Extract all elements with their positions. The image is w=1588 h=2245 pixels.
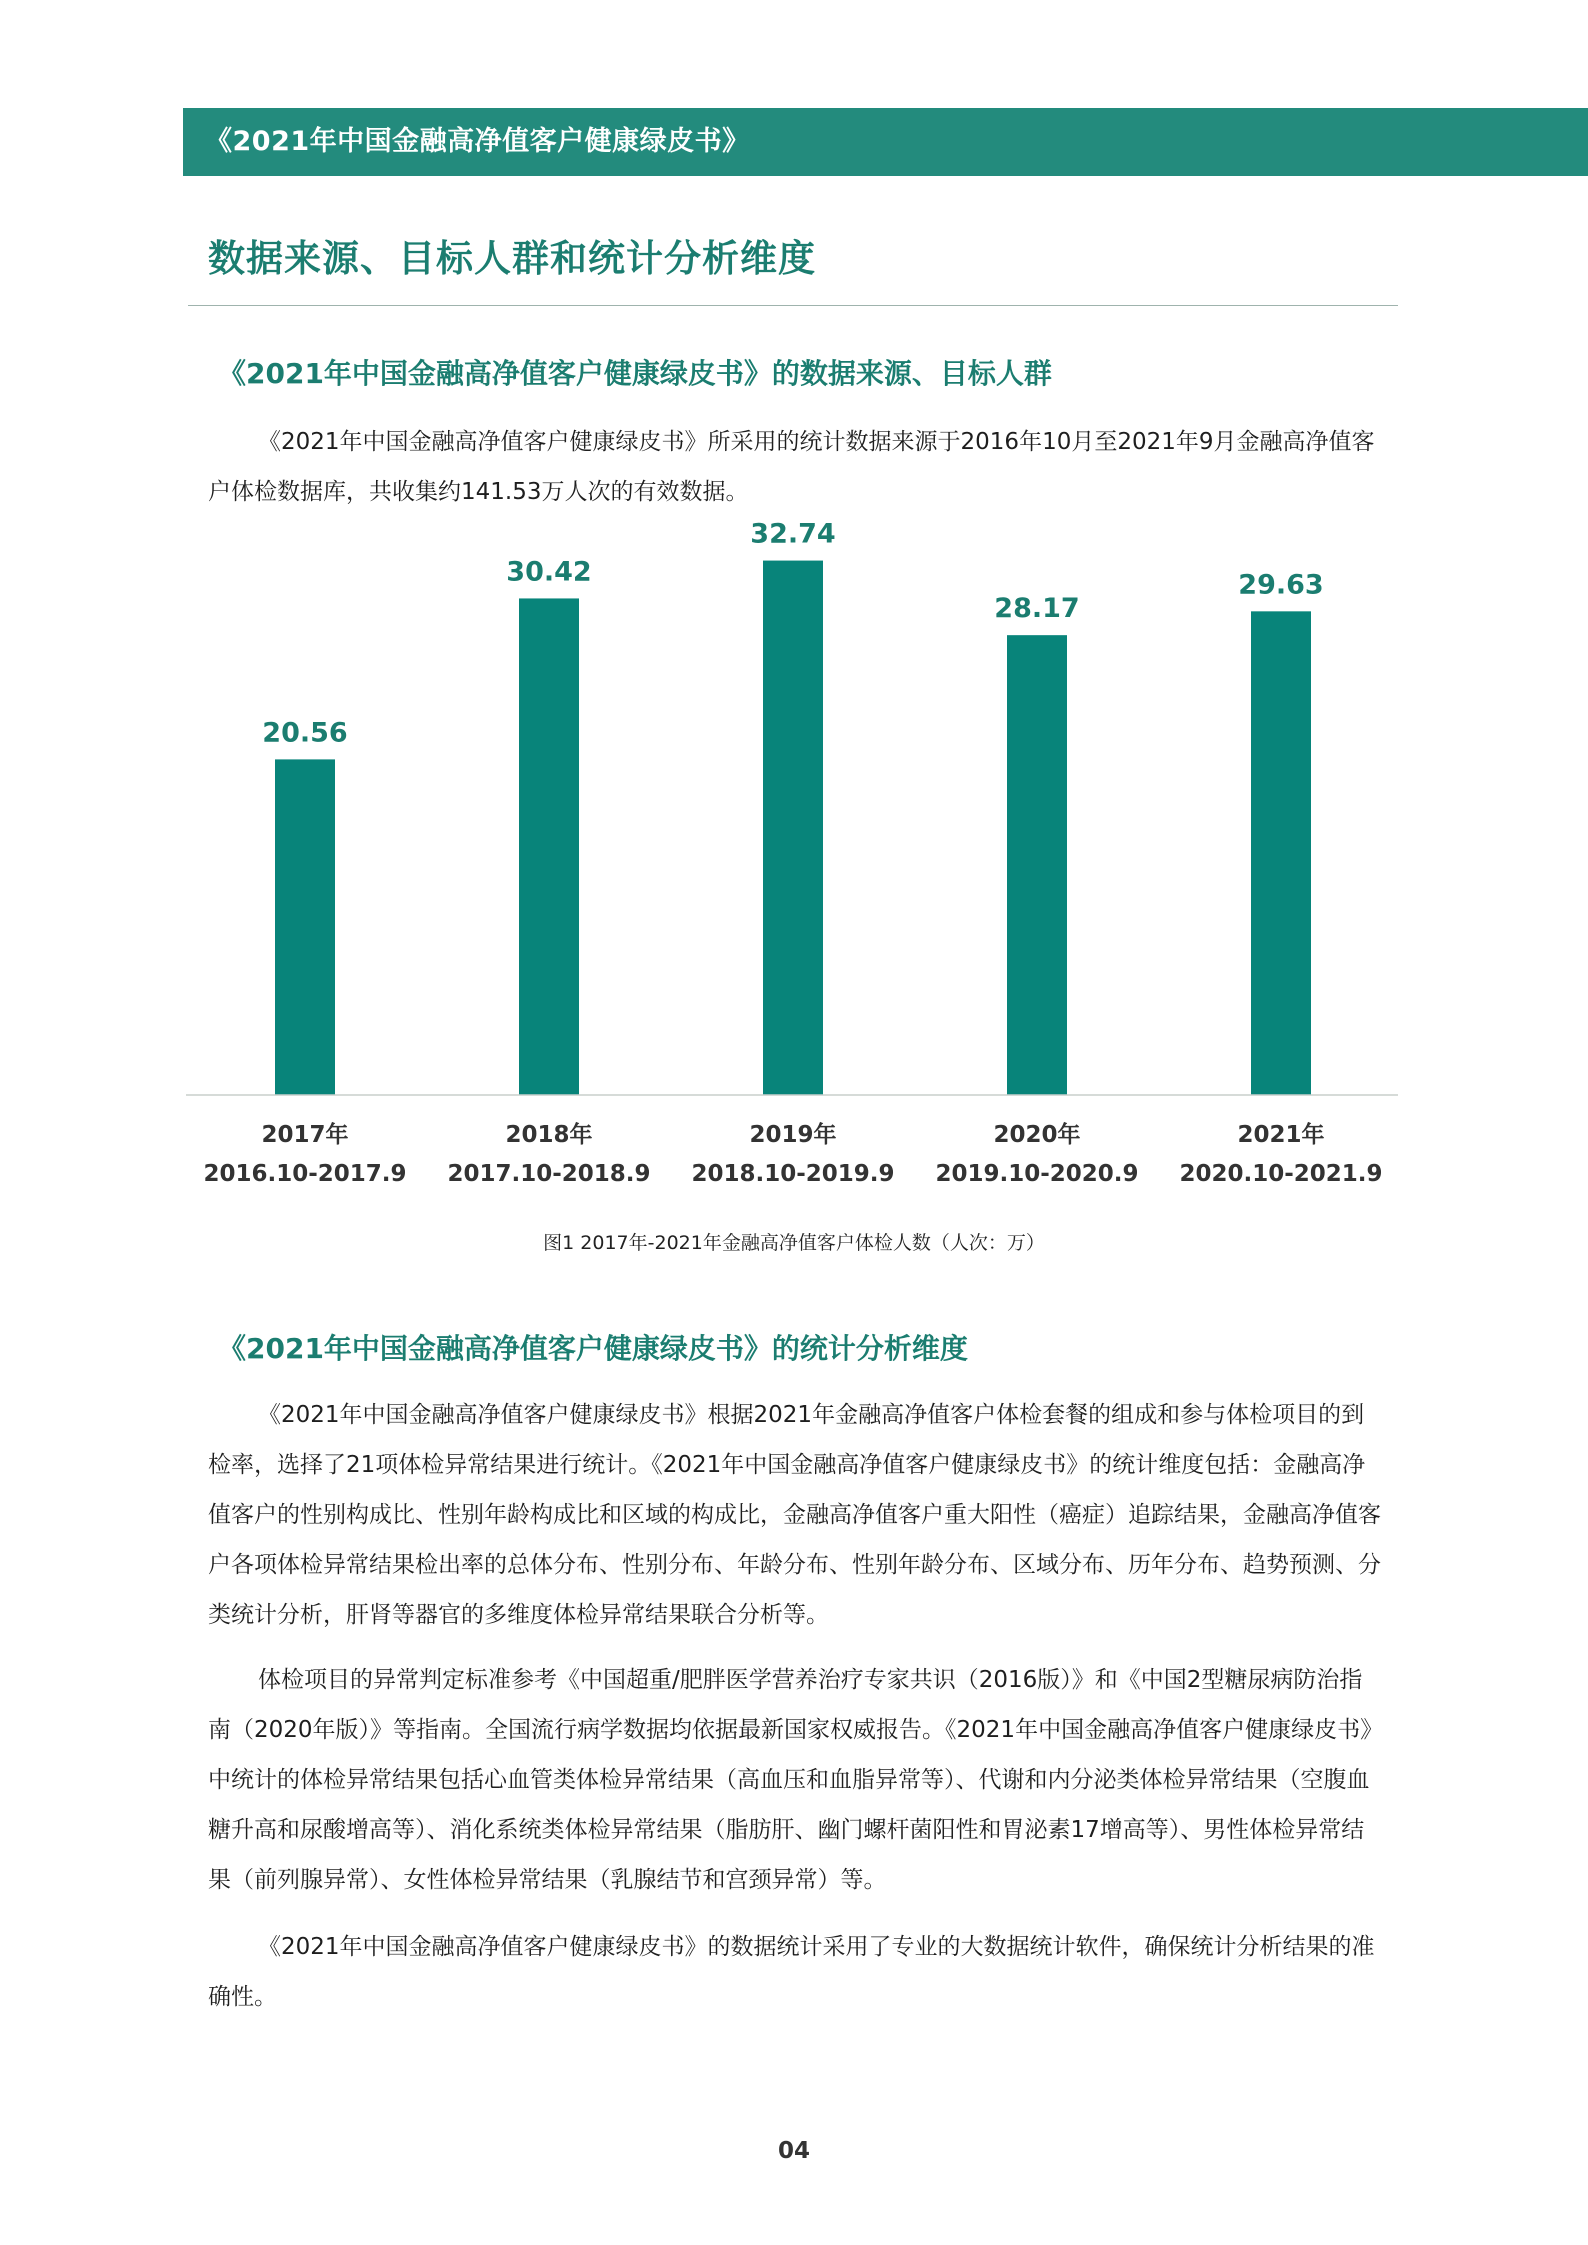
x-tick-label-1: 2018年: [505, 1122, 593, 1148]
bar-1: [519, 598, 579, 1095]
page-number: 04: [777, 2138, 810, 2164]
x-tick-label-4: 2021年: [1237, 1122, 1325, 1148]
bar-2: [763, 561, 823, 1095]
x-tick-label-0: 2017年: [261, 1122, 349, 1148]
bar-value-label-0: 20.56: [262, 717, 348, 749]
section-title-analysis-dimensions: 《2021年中国金融高净值客户健康绿皮书》的统计分析维度: [218, 1332, 968, 1365]
x-subtick-label-2: 2018.10-2019.9: [691, 1161, 895, 1187]
bar-value-label-2: 32.74: [750, 518, 836, 550]
paragraph-analysis-2: 体检项目的异常判定标准参考《中国超重/肥胖医学营养治疗专家共识（2016版）》和《中国2型糖尿病防治指南（2020年版）》等指南。全国流行病学数据均依据最新国家权威报告。《2021年中国金融高净值客户健康绿皮书》中统计的体检异常结果包括心血管类体检异常结果（高血压和血脂异常等）、代谢和内分泌类体检异常结果（空腹血糖升高和尿酸增高等）、消化系统类体检异常结果（脂肪肝、幽门螺杆菌阳性和胃泌素17增高等）、男性体检异常结果（前列腺异常）、女性体检异常结果（乳腺结节和宫颈异常）等。: [208, 1667, 1372, 1893]
title-divider: [188, 305, 1398, 306]
x-tick-label-2: 2019年: [749, 1122, 837, 1148]
chart-caption: 图1 2017年-2021年金融高净值客户体检人数（人次：万）: [543, 1232, 1045, 1254]
x-tick-label-3: 2020年: [993, 1122, 1081, 1148]
bar-value-label-1: 30.42: [506, 556, 592, 588]
header-title: 《2021年中国金融高净值客户健康绿皮书》: [183, 108, 1588, 176]
paragraph-analysis-1: 《2021年中国金融高净值客户健康绿皮书》根据2021年金融高净值客户体检套餐的组成和参与体检项目的到检率，选择了21项体检异常结果进行统计。《2021年中国金融高净值客户健康绿皮书》的统计维度包括：金融高净值客户的性别构成比、性别年龄构成比和区域的构成比，金融高净值客户重大阳性（癌症）追踪结果，金融高净值客户各项体检异常结果检出率的总体分布、性别分布、年龄分布、性别年龄分布、区域分布、历年分布、趋势预测、分类统计分析，肝肾等器官的多维度体检异常结果联合分析等。: [208, 1402, 1381, 1628]
paragraph-data-source: 《2021年中国金融高净值客户健康绿皮书》所采用的统计数据来源于2016年10月至2021年9月金融高净值客户体检数据库，共收集约141.53万人次的有效数据。: [208, 429, 1375, 505]
bar-0: [275, 759, 335, 1095]
page-title: 数据来源、目标人群和统计分析维度: [208, 237, 816, 280]
bar-value-label-3: 28.17: [994, 593, 1080, 625]
bar-value-label-4: 29.63: [1238, 569, 1324, 601]
x-subtick-label-4: 2020.10-2021.9: [1179, 1161, 1383, 1187]
bar-4: [1251, 611, 1311, 1095]
x-subtick-label-0: 2016.10-2017.9: [203, 1161, 407, 1187]
bar-chart: [180, 518, 1400, 1210]
section-title-data-source: 《2021年中国金融高净值客户健康绿皮书》的数据来源、目标人群: [218, 357, 1052, 390]
bar-3: [1007, 635, 1067, 1095]
x-subtick-label-3: 2019.10-2020.9: [935, 1161, 1139, 1187]
x-subtick-label-1: 2017.10-2018.9: [447, 1161, 651, 1187]
paragraph-analysis-3: 《2021年中国金融高净值客户健康绿皮书》的数据统计采用了专业的大数据统计软件，确保统计分析结果的准确性。: [208, 1934, 1375, 2010]
